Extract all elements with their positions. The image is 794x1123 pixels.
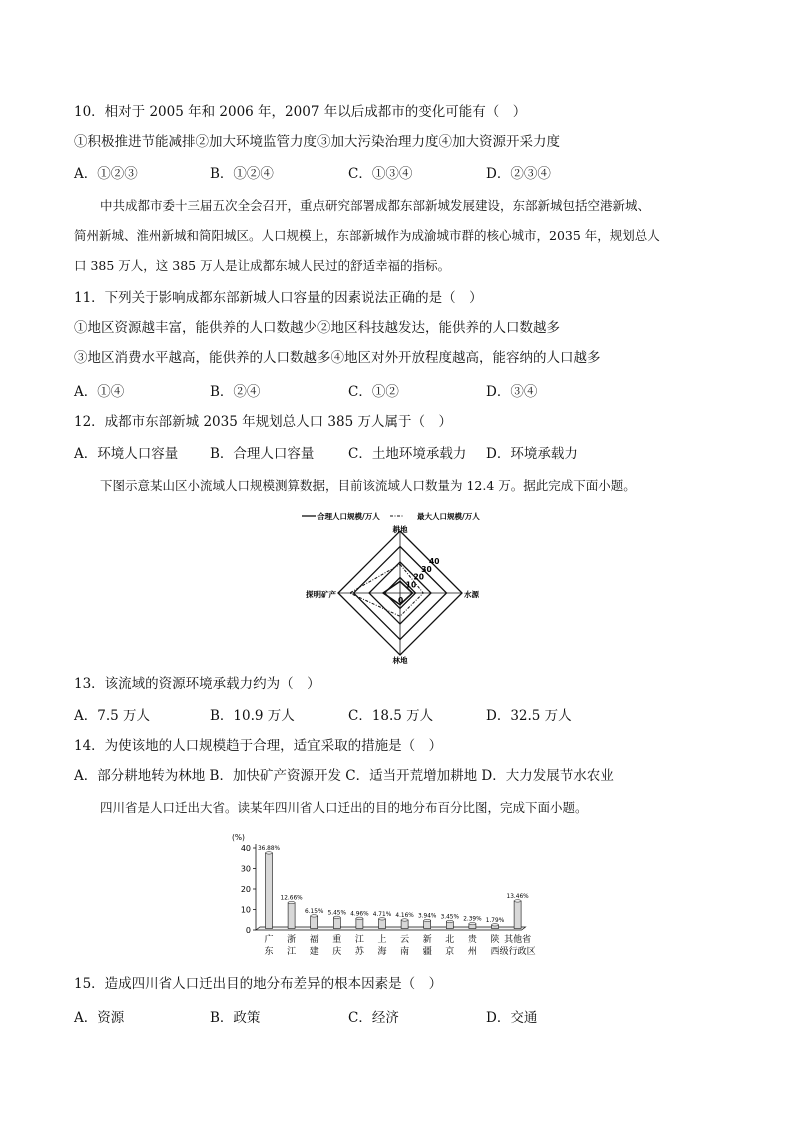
q15-option-a[interactable]: A．资源 [74,1010,125,1026]
radar-chart [280,505,520,670]
x-tick-label-0-line1: 广 [264,935,274,945]
radar-ring-label-20: 20 [413,572,424,582]
radar-rings [338,531,462,655]
bar-4 [356,918,363,928]
bar-cap-2 [311,915,318,917]
x-tick-label-9-line2: 州 [467,947,477,957]
bar-value-label-10: 1.79% [485,917,505,924]
q11-option-a[interactable]: A．①④ [74,384,125,400]
bar-value-label-6: 4.16% [395,912,414,919]
bar-value-label-8: 3.45% [440,914,460,921]
x-tick-label-4-line2: 苏 [354,947,364,957]
bar-value-label-1: 12.66% [280,895,303,902]
x-tick-label-8-line2: 京 [445,947,455,957]
bar-marks [258,846,536,957]
x-tick-label-8-line1: 北 [445,935,455,945]
x-tick-label-11-line1: 其他省 [504,935,532,945]
bar-cap-5 [379,918,386,920]
x-axis-floor [256,927,526,930]
y-tick-label-40: 40 [240,844,251,853]
q12-stem: 12．成都市东部新城 2035 年规划总人口 385 万人属于（ ） [74,414,452,430]
q12-option-a[interactable]: A．环境人口容量 [74,446,179,462]
bar-cap-3 [333,916,340,918]
q13-option-d[interactable]: D．32.5 万人 [486,708,572,724]
radar-ring-label-10: 10 [405,580,417,590]
bar-cap-1 [288,901,295,903]
q13-option-a[interactable]: A．7.5 万人 [74,708,151,724]
x-tick-label-3-line1: 重 [332,935,342,945]
y-axis-label: (%) [232,833,245,842]
x-tick-label-4-line1: 江 [354,935,364,945]
q12-option-b[interactable]: B．合理人口容量 [210,446,315,462]
x-tick-label-3-line2: 庆 [332,947,342,957]
q15-option-b[interactable]: B．政策 [210,1010,261,1026]
q13-option-c[interactable]: C．18.5 万人 [348,708,434,724]
q14-stem: 14．为使该地的人口规模趋于合理，适宜采取的措施是（ ） [74,738,443,754]
axis-label-bottom: 林地 [392,656,408,665]
q15-option-d[interactable]: D．交通 [486,1010,538,1026]
bar-value-label-11: 13.46% [506,893,529,900]
legend-dashed-label: 最大人口规模/万人 [417,512,480,521]
radar-ring-label-30: 30 [421,564,432,574]
x-tick-label-7-line1: 新 [422,935,432,945]
axis-label-right: 水源 [464,590,479,599]
x-tick-label-1-line1: 浙 [287,935,297,945]
bar-value-label-0: 36.88% [257,845,281,852]
passage2: 下图示意某山区小流域人口规模测算数据，目前该流域人口数量为 12.4 万。据此完成下面小题。 [100,478,636,493]
radar-ring-label-0: 0 [398,596,404,605]
bar-cap-11 [514,900,521,902]
y-tick-label-30: 30 [240,864,251,874]
passage1-line2: 简州新城、淮州新城和简阳城区。人口规模上，东部新城作为成渝城市群的核心城市，2035 年，规划总人 [74,228,660,243]
x-tick-label-9-line1: 贵 [467,935,477,945]
q11-stem: 11．下列关于影响成都东部新城人口容量的因素说法正确的是（ ） [74,290,483,306]
q10-option-a[interactable]: A．①②③ [74,166,138,182]
bar-chart [230,828,570,968]
y-tick-label-10: 10 [240,905,251,915]
q10-option-b[interactable]: B．①②④ [210,166,274,182]
x-tick-label-2-line1: 福 [309,935,319,945]
x-tick-label-10-line1: 陕 [490,935,500,945]
x-tick-label-6-line2: 南 [400,947,410,957]
bar-value-label-9: 2.39% [463,916,482,923]
bar-value-label-7: 3.94% [417,913,437,920]
bar-cap-8 [446,920,453,922]
bar-value-label-4: 4.96% [350,911,369,918]
q11-items1: ①地区资源越丰富，能供养的人口数越少②地区科技越发达，能供养的人口数越多 [74,320,560,336]
q11-items2: ③地区消费水平越高，能供养的人口数越多④地区对外开放程度越高，能容纳的人口越多 [74,350,601,366]
x-tick-label-5-line1: 上 [377,935,387,945]
q15-option-c[interactable]: C．经济 [348,1010,399,1026]
q11-option-c[interactable]: C．①② [348,384,399,400]
q14-options[interactable]: A．部分耕地转为林地 B．加快矿产资源开发 C．适当开荒增加耕地 D．大力发展节水农业 [74,768,614,784]
x-tick-label-1-line2: 江 [287,947,297,957]
radar-ring-label-40: 40 [429,557,440,566]
q10-option-d[interactable]: D．②③④ [486,166,551,182]
x-tick-label-2-line2: 建 [309,947,319,957]
q11-option-d[interactable]: D．③④ [486,384,538,400]
axis-label-top: 耕地 [392,525,408,534]
y-tick-label-0: 0 [245,926,251,935]
bar-11 [514,901,521,929]
x-tick-label-11-line2: 级行政区 [499,947,536,957]
q12-option-d[interactable]: D．环境承载力 [486,446,578,462]
x-tick-label-6-line1: 云 [400,935,410,945]
bar-cap-9 [469,922,476,924]
bar-0 [266,853,273,929]
q11-option-b[interactable]: B．②④ [210,384,261,400]
bar-cap-7 [424,919,431,921]
x-tick-label-0-line2: 东 [264,947,274,957]
q12-option-c[interactable]: C．土地环境承载力 [348,446,467,462]
q10-items: ①积极推进节能减排②加大环境监管力度③加大污染治理力度④加大资源开采力度 [74,134,560,150]
bar-1 [288,903,295,929]
bar-value-label-5: 4.71% [372,911,392,918]
q15-stem: 15．造成四川省人口迁出目的地分布差异的根本因素是（ ） [74,976,443,992]
bar-value-label-3: 5.45% [327,910,347,917]
bar-cap-10 [492,924,499,926]
bar-value-label-2: 6.15% [304,908,324,915]
legend-solid-label: 合理人口规模/万人 [317,512,380,521]
q10-stem: 10．相对于 2005 年和 2006 年，2007 年以后成都市的变化可能有（ ） [74,104,527,120]
passage1-line1: 中共成都市委十三届五次全会召开，重点研究部署成都东部新城发展建设，东部新城包括空港新城、 [100,198,651,213]
y-tick-label-20: 20 [240,885,251,894]
q13-option-b[interactable]: B．10.9 万人 [210,708,295,724]
axis-label-left: 探明矿产 [306,590,336,599]
bar-cap-6 [401,919,408,921]
passage1-line3: 口 385 万人，这 385 万人是让成都东城人民过的舒适幸福的指标。 [74,258,451,273]
bar-2 [311,916,318,929]
x-tick-label-10-line2: 西 [490,947,500,957]
bar-cap-0 [266,852,273,854]
bar-cap-4 [356,917,363,919]
passage3: 四川省是人口迁出大省。读某年四川省人口迁出的目的地分布百分比图，完成下面小题。 [100,800,588,815]
q13-stem: 13．该流域的资源环境承载力约为（ ） [74,676,321,692]
x-tick-label-7-line2: 疆 [422,947,432,957]
q10-option-c[interactable]: C．①③④ [348,166,413,182]
x-tick-label-5-line2: 海 [377,947,387,957]
bar-3 [333,917,340,928]
